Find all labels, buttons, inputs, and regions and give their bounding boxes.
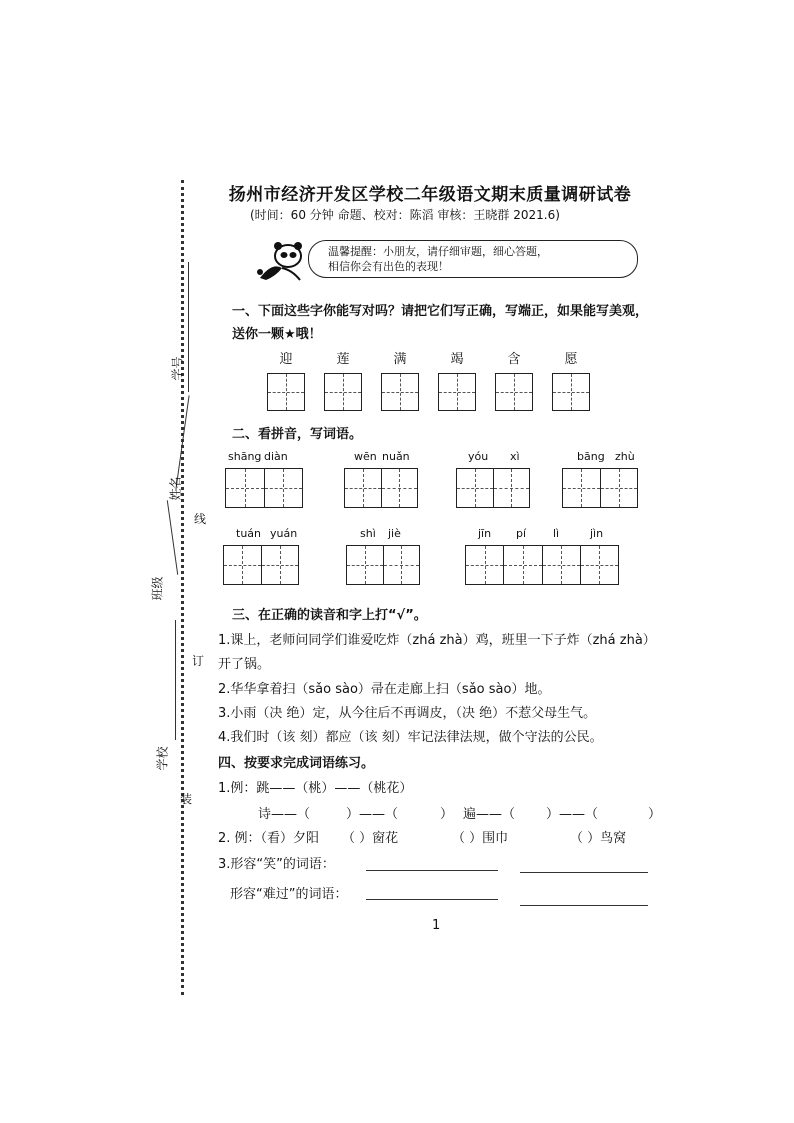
answer-line[interactable] [520,872,648,873]
q4-example-1: 1.例：跳——（桃）——（桃花） [218,781,413,796]
answer-grid[interactable] [344,468,418,508]
answer-line[interactable] [366,899,498,900]
answer-grid[interactable] [223,545,299,585]
char-2: 莲 [336,352,350,367]
q4-blank-text: ） [648,807,662,822]
pinyin: yuán [270,527,298,540]
answer-grid[interactable] [562,468,638,508]
exam-info: (时间：60 分钟 命题、校对：陈滔 审核：王晓群 2021.6) [250,208,560,222]
section1-heading-2: 送你一颗★哦！ [232,327,322,342]
writing-box[interactable] [324,373,362,411]
q4-blank-text: ）——（ [546,807,599,822]
writing-box[interactable] [495,373,533,411]
tip-text [328,244,548,274]
pinyin: jiè [388,527,401,540]
q4-item: （ ）围巾 [452,831,509,846]
pinyin: shì [360,527,376,540]
char-4: 竭 [450,352,464,367]
q4-blank-text: ）——（ [346,807,399,822]
mark-zhuang: 装 [180,792,193,806]
q3-line-2: 2.华华拿着扫（sǎo sào）帚在走廊上扫（sǎo sào）地。 [218,682,551,697]
pinyin: lì [553,527,560,540]
binding-dotted-line [181,180,184,995]
q3-line-3: 3.小雨（决 绝）定，从今往后不再调皮，（决 绝）不惹父母生气。 [218,706,597,721]
pinyin: shāng [228,450,262,463]
tip-line-2: 相信你会有出色的表现！ [328,260,449,273]
page-number: 1 [432,918,441,933]
pinyin: jìn [590,527,604,540]
binding-line-xuehao [188,262,189,392]
q4-item-3a: 3.形容“笑”的词语： [218,857,335,872]
q4-item-3b: 形容“难过”的词语： [230,887,348,902]
pinyin: wēn [354,450,377,463]
q3-line-4: 4.我们时（该 刻）都应（该 刻）牢记法律法规，做个守法的公民。 [218,730,603,745]
pinyin: bāng [577,450,605,463]
pinyin: yóu [468,450,489,463]
answer-line[interactable] [366,870,498,871]
pinyin: pí [516,527,527,540]
q4-example-2: 2. 例：（看）夕阳 [218,831,320,846]
answer-grid[interactable] [346,545,420,585]
label-xuexiao: 学校 [155,746,170,771]
label-banji: 班级 [150,576,165,601]
binding-line-xuexiao [175,620,176,740]
pinyin: diàn [264,450,288,463]
mascot-icon [252,240,308,282]
binding-line-banji [167,500,178,574]
pinyin: nuǎn [382,450,410,463]
answer-grid[interactable] [465,545,619,585]
char-5: 含 [507,352,521,367]
pinyin: zhù [615,450,635,463]
section1-heading: 一、下面这些字你能写对吗？请把它们写正确，写端正，如果能写美观， [232,304,649,319]
section2-heading: 二、看拼音，写词语。 [232,427,363,442]
q4-item: （ ）鸟窝 [570,831,627,846]
mark-ding: 订 [192,654,205,668]
q4-blank-text: 遍——（ [463,807,516,822]
writing-box[interactable] [267,373,305,411]
q4-blank-text: 诗——（ [258,807,311,822]
writing-box[interactable] [438,373,476,411]
section4-heading: 四、按要求完成词语练习。 [218,756,375,771]
pinyin: xì [510,450,520,463]
page-title: 扬州市经济开发区学校二年级语文期末质量调研试卷 [228,185,632,205]
answer-grid[interactable] [456,468,530,508]
q4-blank-text: ） [440,807,454,822]
q3-line-1: 1.课上，老师问同学们谁爱吃炸（zhá zhà）鸡，班里一下子炸（zhá zhà） [218,633,656,648]
char-1: 迎 [279,352,293,367]
pinyin: jīn [478,527,492,540]
char-3: 满 [393,352,407,367]
char-6: 愿 [564,352,578,367]
label-xingming: 姓名 [168,476,183,501]
label-xuehao: 学号 [170,356,185,381]
q3-line-1b: 开了锅。 [218,657,271,672]
tip-line-1: 温馨提醒：小朋友，请仔细审题，细心答题， [328,245,548,258]
section3-heading: 三、在正确的读音和字上打“√”。 [232,608,427,623]
pinyin: tuán [236,527,261,540]
answer-line[interactable] [520,905,648,906]
writing-box[interactable] [381,373,419,411]
mark-xian: 线 [194,512,207,526]
answer-grid[interactable] [225,468,303,508]
q4-item: （ ）窗花 [342,831,399,846]
writing-box[interactable] [552,373,590,411]
